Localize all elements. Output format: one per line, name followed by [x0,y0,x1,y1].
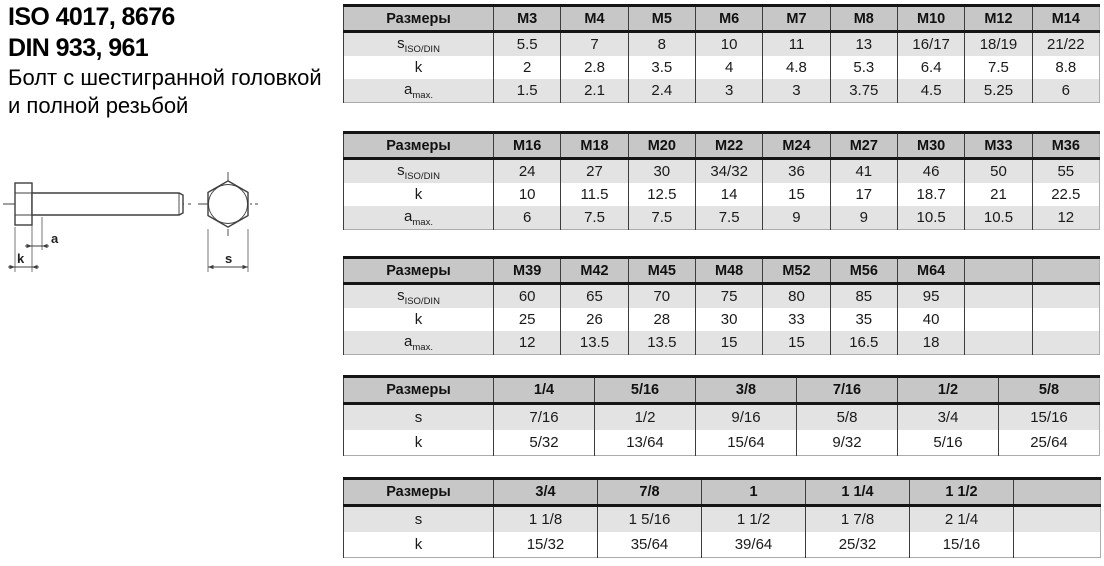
size-column-header: M27 [830,133,897,159]
value-cell: 46 [897,159,964,184]
row-label-subscript: max. [412,89,433,101]
value-cell: 9 [763,206,830,230]
value-cell: 11.5 [561,183,628,206]
value-cell: 7.5 [965,56,1032,79]
table-row [344,404,1100,431]
value-cell: 85 [830,284,897,309]
value-cell [1014,506,1101,533]
value-cell: 5/8 [797,404,898,431]
size-column-header: 3/4 [494,479,598,506]
metric-size-table-3 [343,256,1100,355]
value-cell: 21 [965,183,1032,206]
value-cell: 6 [494,206,561,230]
size-column-header: M7 [763,6,830,32]
bolt-head-side [15,183,32,225]
value-cell: 13 [830,32,897,57]
spec-table [343,131,1100,230]
size-column-header: 5/16 [595,377,696,404]
value-cell: 18/19 [965,32,1032,57]
value-cell: 60 [494,284,561,309]
size-column-header: M36 [1032,133,1099,159]
size-column-header: 5/8 [999,377,1100,404]
value-cell: 65 [561,284,628,309]
table-header-row [344,258,1100,284]
size-column-header: M42 [561,258,628,284]
value-cell: 7.5 [561,206,628,230]
row-label: $s_{ISO/DIN}$ [344,159,494,184]
value-cell: 13.5 [561,331,628,355]
spec-table [343,4,1100,103]
value-cell [1032,284,1099,309]
value-cell: 80 [763,284,830,309]
value-cell: 5.5 [494,32,561,57]
size-column-header: M5 [628,6,695,32]
inch-size-table-2 [343,477,1100,558]
value-cell: 2 1/4 [910,506,1014,533]
value-cell: 30 [695,308,762,331]
arrow-a-right [42,244,48,248]
value-cell: 55 [1032,159,1099,184]
value-cell: 15 [763,331,830,355]
value-cell: 15 [763,183,830,206]
row-label: s [344,404,494,431]
value-cell: 9/32 [797,430,898,456]
row-label: $a_{max.}$ [344,331,494,355]
value-cell: 9 [830,206,897,230]
value-cell: 40 [897,308,964,331]
value-cell: 5/16 [898,430,999,456]
hex-head-outline [208,181,248,227]
value-cell: 2 [494,56,561,79]
value-cell: 35/64 [598,532,702,558]
row-label-subscript: ISO/DIN [404,43,440,55]
value-cell: 21/22 [1032,32,1099,57]
value-cell: 34/32 [695,159,762,184]
value-cell: 28 [628,308,695,331]
size-column-header [965,258,1032,284]
table-row [344,506,1101,533]
size-column-header: M10 [897,6,964,32]
table-row [344,56,1100,79]
value-cell: 15 [695,331,762,355]
value-cell: 10.5 [897,206,964,230]
value-cell: 3 [763,79,830,103]
value-cell: 95 [897,284,964,309]
value-cell: 4 [695,56,762,79]
row-label: k [344,532,494,558]
metric-size-table-1 [343,4,1100,103]
value-cell: 18.7 [897,183,964,206]
value-cell: 4.8 [763,56,830,79]
size-column-header: 1/2 [898,377,999,404]
table-row [344,32,1100,57]
size-column-header: M8 [830,6,897,32]
arrow-s-left [208,265,214,269]
value-cell: 15/16 [999,404,1100,431]
size-column-header: M14 [1032,6,1099,32]
row-label: $a_{max.}$ [344,206,494,230]
value-cell: 6 [1032,79,1099,103]
value-cell: 2.4 [628,79,695,103]
sizes-header: Размеры [344,479,494,506]
arrow-s-right [243,265,249,269]
value-cell: 5.3 [830,56,897,79]
value-cell: 7.5 [695,206,762,230]
value-cell: 17 [830,183,897,206]
value-cell: 1 1/8 [494,506,598,533]
value-cell: 13.5 [628,331,695,355]
value-cell: 25/32 [806,532,910,558]
size-column-header: M45 [628,258,695,284]
sizes-header: Размеры [344,258,494,284]
value-cell: 14 [695,183,762,206]
size-column-header: M22 [695,133,762,159]
table-row [344,284,1100,309]
row-label: $a_{max.}$ [344,79,494,103]
size-column-header: M24 [763,133,830,159]
row-label-subscript: ISO/DIN [404,170,440,182]
size-column-header: M18 [561,133,628,159]
value-cell: 10 [695,32,762,57]
size-column-header: M56 [830,258,897,284]
value-cell: 27 [561,159,628,184]
row-label-subscript: max. [412,341,433,353]
value-cell: 2.1 [561,79,628,103]
value-cell: 7.5 [628,206,695,230]
size-column-header: M20 [628,133,695,159]
sizes-header: Размеры [344,377,494,404]
table-row [344,331,1100,355]
value-cell: 6.4 [897,56,964,79]
size-column-header: 7/8 [598,479,702,506]
value-cell: 50 [965,159,1032,184]
metric-size-table-2 [343,131,1100,230]
arrow-k-right [32,265,38,269]
table-row [344,79,1100,103]
value-cell: 15/32 [494,532,598,558]
value-cell: 12.5 [628,183,695,206]
size-column-header: M39 [494,258,561,284]
size-column-header: M33 [965,133,1032,159]
sizes-header: Размеры [344,133,494,159]
value-cell: 1.5 [494,79,561,103]
iso-standard-title: ISO 4017, 8676 [8,3,175,31]
size-column-header: M4 [561,6,628,32]
table-row [344,532,1101,558]
value-cell [965,331,1032,355]
row-label: k [344,183,494,206]
value-cell: 1/2 [595,404,696,431]
size-column-header: M12 [965,6,1032,32]
value-cell [965,284,1032,309]
spec-table [343,375,1100,456]
value-cell: 3/4 [898,404,999,431]
din-standard-title: DIN 933, 961 [8,34,149,62]
value-cell: 30 [628,159,695,184]
value-cell: 12 [1032,206,1099,230]
size-column-header: 3/8 [696,377,797,404]
bolt-technical-drawing [0,168,270,308]
value-cell: 12 [494,331,561,355]
table-row [344,183,1100,206]
arrow-a-left [27,244,33,248]
arrow-k-left [10,265,16,269]
value-cell: 36 [763,159,830,184]
table-row [344,206,1100,230]
size-column-header [1032,258,1099,284]
size-column-header: 1 1/2 [910,479,1014,506]
value-cell: 39/64 [702,532,806,558]
value-cell: 1 7/8 [806,506,910,533]
value-cell: 5/32 [494,430,595,456]
bolt-shank [32,193,183,215]
size-column-header: M52 [763,258,830,284]
value-cell: 11 [763,32,830,57]
value-cell: 3 [695,79,762,103]
value-cell: 25/64 [999,430,1100,456]
dim-label-k: k [17,251,25,266]
size-column-header: M16 [494,133,561,159]
inch-size-table-1 [343,375,1100,456]
value-cell: 16/17 [897,32,964,57]
value-cell: 1 5/16 [598,506,702,533]
value-cell: 10 [494,183,561,206]
value-cell: 1 1/2 [702,506,806,533]
value-cell: 18 [897,331,964,355]
size-column-header: 7/16 [797,377,898,404]
value-cell: 7/16 [494,404,595,431]
value-cell: 26 [561,308,628,331]
value-cell: 22.5 [1032,183,1099,206]
dim-label-a: a [51,231,59,246]
value-cell: 8 [628,32,695,57]
size-column-header: M3 [494,6,561,32]
spec-table [343,477,1101,558]
value-cell: 7 [561,32,628,57]
value-cell: 75 [695,284,762,309]
row-label: k [344,308,494,331]
value-cell: 16.5 [830,331,897,355]
value-cell: 13/64 [595,430,696,456]
bolt-side-view [3,183,194,272]
description-line-2: и полной резьбой [8,93,189,118]
value-cell: 41 [830,159,897,184]
row-label: $s_{ISO/DIN}$ [344,284,494,309]
row-label: k [344,56,494,79]
row-label: $s_{ISO/DIN}$ [344,32,494,57]
table-header-row [344,377,1100,404]
row-label: s [344,506,494,533]
bolt-head-top-view [198,172,258,272]
value-cell [1014,532,1101,558]
description-line-1: Болт с шестигранной головкой [8,65,322,90]
value-cell: 10.5 [965,206,1032,230]
size-column-header [1014,479,1101,506]
size-column-header: 1 [702,479,806,506]
size-column-header: 1/4 [494,377,595,404]
table-header-row [344,133,1100,159]
value-cell: 3.75 [830,79,897,103]
size-column-header: M64 [897,258,964,284]
value-cell: 25 [494,308,561,331]
size-column-header: M48 [695,258,762,284]
value-cell: 35 [830,308,897,331]
spec-table [343,256,1100,355]
value-cell: 2.8 [561,56,628,79]
sizes-header: Размеры [344,6,494,32]
value-cell: 8.8 [1032,56,1099,79]
value-cell: 4.5 [897,79,964,103]
size-column-header: M6 [695,6,762,32]
value-cell: 5.25 [965,79,1032,103]
value-cell: 15/16 [910,532,1014,558]
value-cell: 70 [628,284,695,309]
row-label: k [344,430,494,456]
row-label-subscript: ISO/DIN [404,295,440,307]
value-cell: 24 [494,159,561,184]
value-cell: 15/64 [696,430,797,456]
value-cell: 9/16 [696,404,797,431]
value-cell [1032,331,1099,355]
table-row [344,159,1100,184]
table-row [344,430,1100,456]
value-cell: 3.5 [628,56,695,79]
title-block [8,2,322,120]
table-header-row [344,6,1100,32]
table-header-row [344,479,1101,506]
row-label-subscript: max. [412,216,433,228]
size-column-header: 1 1/4 [806,479,910,506]
size-column-header: M30 [897,133,964,159]
table-row [344,308,1100,331]
dim-label-s: s [225,251,233,266]
value-cell: 33 [763,308,830,331]
value-cell [965,308,1032,331]
value-cell [1032,308,1099,331]
